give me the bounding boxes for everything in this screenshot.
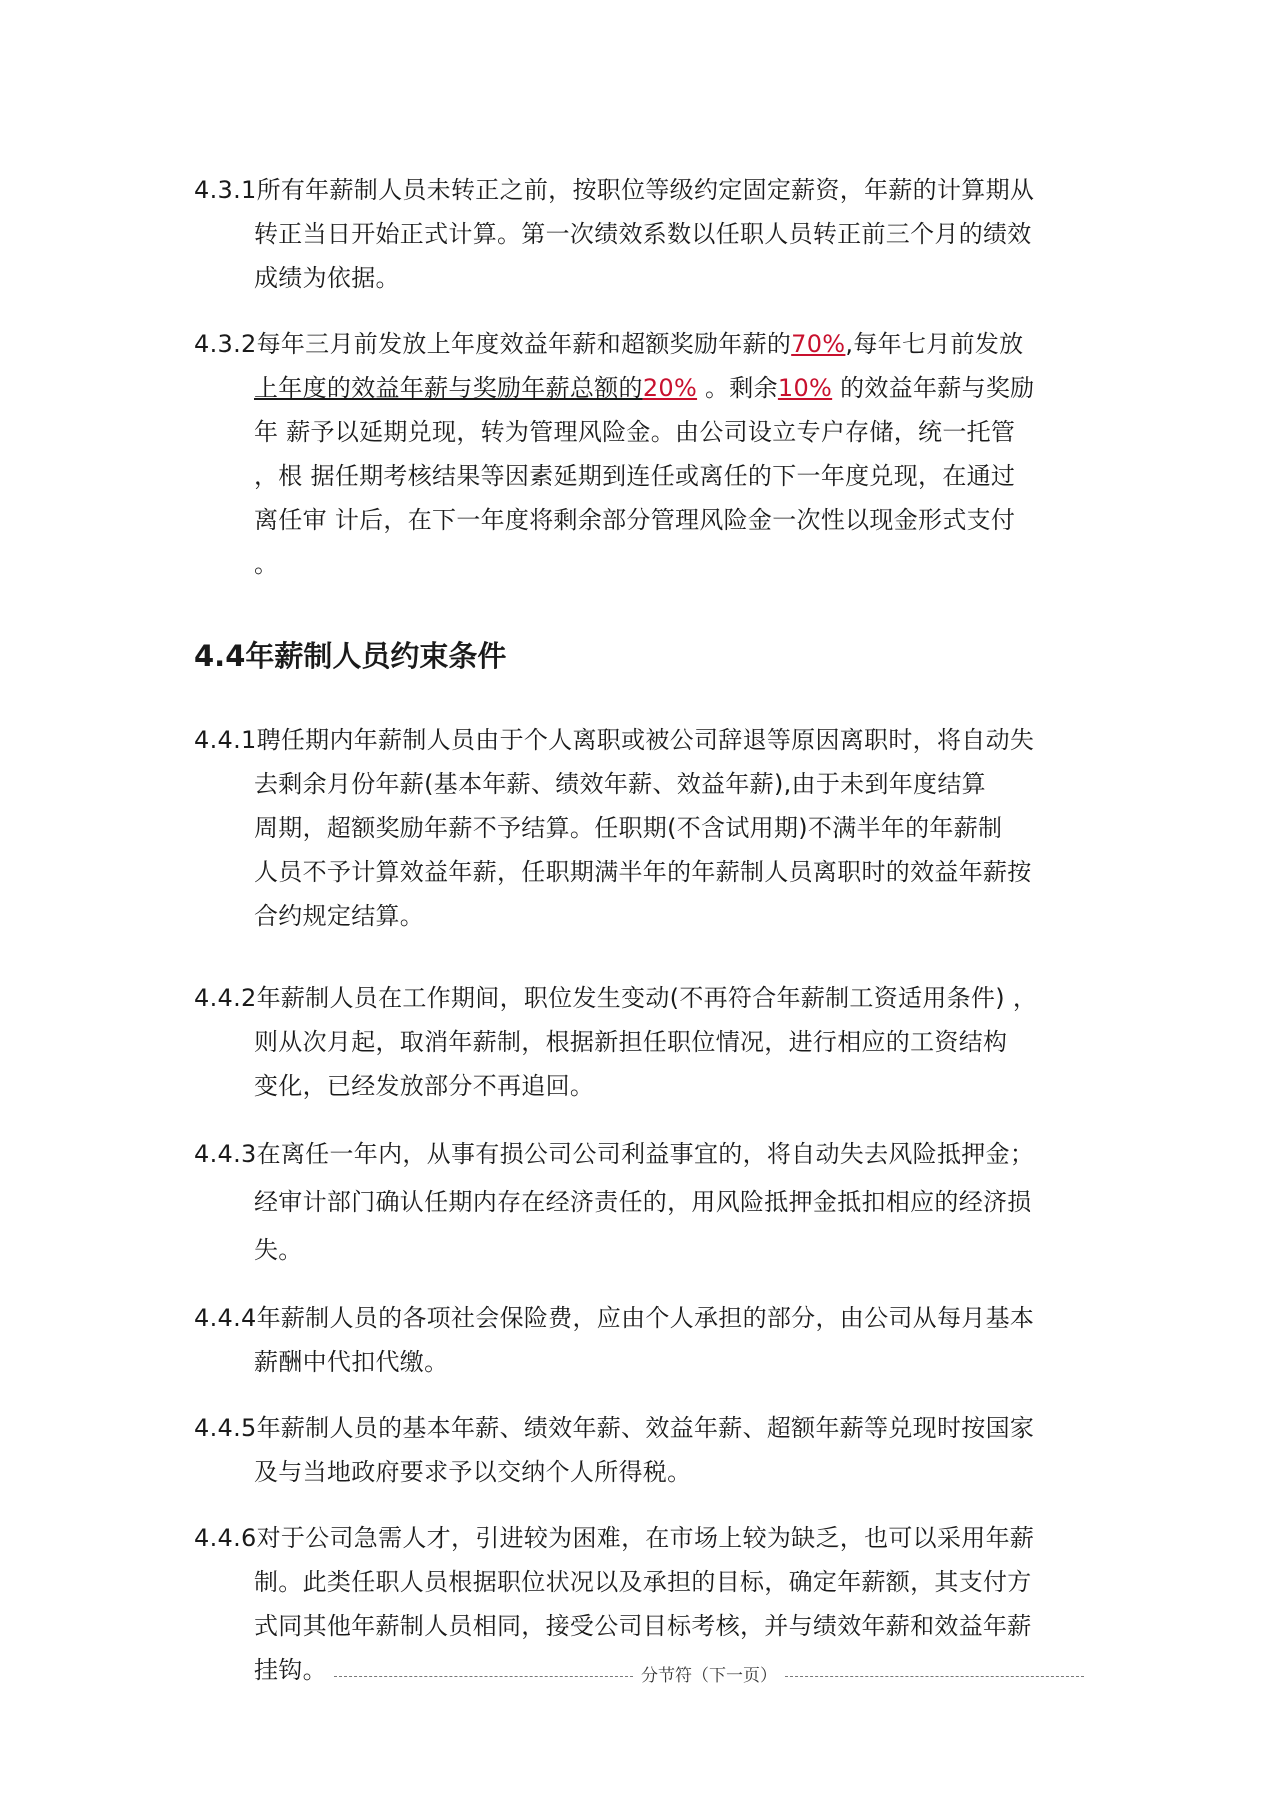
paragraph-4-4-5	[194, 1406, 1094, 1494]
text-line	[194, 366, 1094, 410]
dashed-rule	[334, 1676, 633, 1677]
paragraph-4-3-2	[194, 322, 1094, 586]
text-line	[194, 322, 1094, 366]
text-line: 挂钩。	[254, 1656, 327, 1684]
text-line: 离任审 计后，在下一年度将剩余部分管理风险金一次性以现金形式支付	[254, 506, 1016, 534]
text-line: 薪酬中代扣代缴。	[254, 1348, 449, 1376]
text-run: 。剩余	[697, 374, 778, 402]
section-break-label: 分节符（下一页）	[641, 1666, 777, 1686]
text-line: 式同其他年薪制人员相同，接受公司目标考核，并与绩效年薪和效益年薪	[254, 1612, 1032, 1640]
highlighted-percent: 20%	[642, 374, 698, 402]
text-line: ，根 据任期考核结果等因素延期到连任或离任的下一年度兑现，在通过	[254, 462, 1016, 490]
text-line: 经审计部门确认任期内存在经济责任的，用风险抵押金抵扣相应的经济损	[254, 1188, 1032, 1216]
text-line: 及与当地政府要求予以交纳个人所得税。	[254, 1458, 692, 1486]
paragraph-4-4-4	[194, 1296, 1094, 1384]
text-line: 4.4.5年薪制人员的基本年薪、绩效年薪、效益年薪、超额年薪等兑现时按国家	[194, 1414, 1035, 1442]
underlined-text: 上年度的效益年薪与奖励年薪总额的	[254, 374, 643, 402]
text-run: ,每年七月前发放	[845, 330, 1024, 358]
paragraph-4-3-1	[194, 168, 1094, 300]
paragraph-4-4-3	[194, 1130, 1094, 1274]
text-line: 4.3.1所有年薪制人员未转正之前，按职位等级约定固定薪资，年薪的计算期从	[194, 176, 1035, 204]
highlighted-percent: 10%	[777, 374, 833, 402]
text-line: 转正当日开始正式计算。第一次绩效系数以任职人员转正前三个月的绩效	[254, 220, 1032, 248]
text-line: 4.4.1聘任期内年薪制人员由于个人离职或被公司辞退等原因离职时，将自动失	[194, 726, 1035, 754]
section-heading-4-4: 4.4年薪制人员约束条件	[194, 639, 507, 673]
text-line: 失。	[254, 1236, 303, 1264]
text-line: 成绩为依据。	[254, 264, 400, 292]
text-line: 制。此类任职人员根据职位状况以及承担的目标，确定年薪额，其支付方	[254, 1568, 1032, 1596]
highlighted-percent: 70%	[791, 330, 846, 358]
text-line: 4.4.6对于公司急需人才，引进较为困难，在市场上较为缺乏，也可以采用年薪	[194, 1524, 1035, 1552]
text-line: 人员不予计算效益年薪，任职期满半年的年薪制人员离职时的效益年薪按	[254, 858, 1032, 886]
paragraph-4-4-1	[194, 718, 1094, 938]
text-line: 则从次月起，取消年薪制，根据新担任职位情况，进行相应的工资结构	[254, 1028, 1008, 1056]
paragraph-4-4-2	[194, 976, 1094, 1108]
text-line: 4.4.4年薪制人员的各项社会保险费，应由个人承担的部分，由公司从每月基本	[194, 1304, 1035, 1332]
text-line: 合约规定结算。	[254, 902, 425, 930]
text-line: 4.4.3在离任一年内，从事有损公司公司利益事宜的，将自动失去风险抵押金；	[194, 1140, 1035, 1168]
text-line: 去剩余月份年薪(基本年薪、绩效年薪、效益年薪),由于未到年度结算	[254, 770, 986, 798]
dashed-rule	[785, 1676, 1084, 1677]
text-run: 4.3.2每年三月前发放上年度效益年薪和超额奖励年薪的	[194, 330, 792, 358]
text-line: 周期，超额奖励年薪不予结算。任职期(不含试用期)不满半年的年薪制	[254, 814, 1003, 842]
text-line: 4.4.2年薪制人员在工作期间，职位发生变动(不再符合年薪制工资适用条件) ，	[194, 984, 1038, 1012]
text-line: 年 薪予以延期兑现，转为管理风险金。由公司设立专户存储，统一托管	[254, 418, 1016, 446]
section-break-marker	[334, 1666, 1084, 1686]
text-run: 的效益年薪与奖励	[832, 374, 1035, 402]
text-line: 。	[254, 550, 279, 578]
text-line: 变化，已经发放部分不再追回。	[254, 1072, 595, 1100]
